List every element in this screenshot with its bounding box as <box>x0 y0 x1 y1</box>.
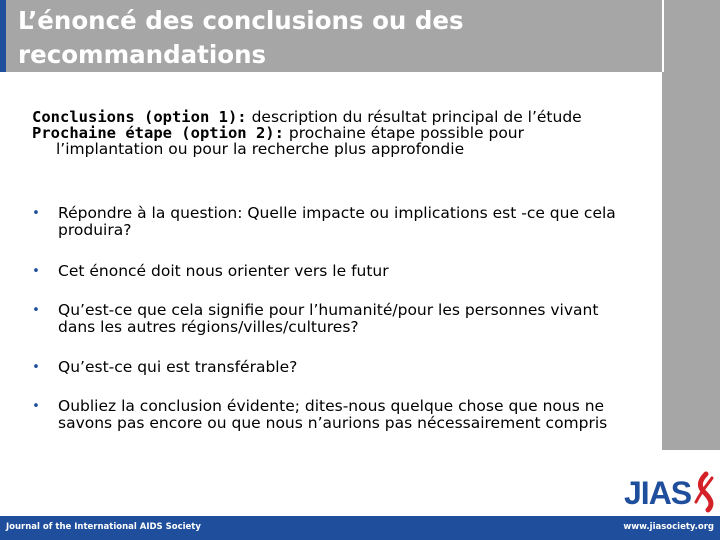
definition-text: description du résultat principal de l’étude <box>246 108 582 126</box>
bullet-icon: • <box>32 303 40 318</box>
right-side-strip <box>662 0 720 450</box>
slide-title: L’énoncé des conclusions ou des recommandations <box>18 6 464 69</box>
definition-text: prochaine étape possible pour l’implantation ou pour la recherche plus approfondie <box>56 124 525 158</box>
list-item <box>30 263 620 280</box>
bullet-text: Qu’est-ce qui est transférable? <box>58 358 298 376</box>
footer-bar <box>0 516 720 540</box>
definitions-block <box>32 109 632 157</box>
jias-logo-graphic <box>622 470 718 514</box>
list-item <box>30 398 620 432</box>
definition-option-1 <box>32 109 632 125</box>
jias-logo <box>622 470 718 514</box>
bullet-text: Oubliez la conclusion évidente; dites-nous quelque chose que nous ne savons pas encore ou que nous n’aurions pas nécessairement compris <box>58 397 608 432</box>
strip-divider <box>662 0 664 72</box>
list-item <box>30 205 620 239</box>
title-accent-stripe <box>0 0 6 72</box>
list-item <box>30 302 620 336</box>
bullet-list <box>30 205 620 432</box>
definition-term: Conclusions (option 1): <box>32 108 247 126</box>
definition-term: Prochaine étape (option 2): <box>32 124 284 142</box>
list-item <box>30 359 620 376</box>
bullet-icon: • <box>32 264 40 279</box>
bullet-icon: • <box>32 206 40 221</box>
website-link[interactable]: www.jiasociety.org <box>623 522 714 532</box>
bullet-text: Qu’est-ce que cela signifie pour l’humanité/pour les personnes vivant dans les autres régions/villes/cultures? <box>58 301 599 336</box>
title-bar <box>0 0 662 72</box>
logo-wordmark: JIAS <box>624 475 692 511</box>
bullet-icon: • <box>32 360 40 375</box>
journal-name: Journal of the International AIDS Society <box>6 522 201 532</box>
bullet-text: Répondre à la question: Quelle impacte ou implications est -ce que cela produira? <box>58 204 616 239</box>
red-ribbon-icon <box>696 474 712 510</box>
bullet-text: Cet énoncé doit nous orienter vers le futur <box>58 262 389 280</box>
definition-option-2 <box>32 125 632 157</box>
bullet-icon: • <box>32 399 40 414</box>
